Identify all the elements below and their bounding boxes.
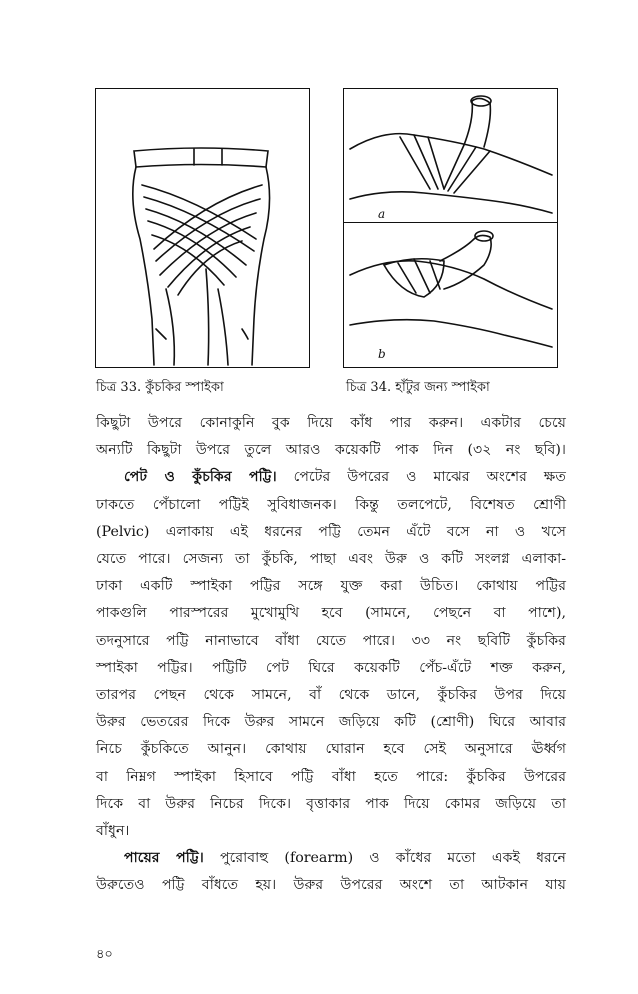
knee-spica-illustration xyxy=(344,89,557,367)
text-line: বা নিম্নগ স্পাইকা হিসাবে পট্টি বাঁধা হতে পারে: কুঁচকির উপরের xyxy=(96,768,566,785)
text-line: তারপর পেছন থেকে সামনে, বাঁ থেকে ডানে, কুঁচকির উপর দিয়ে xyxy=(96,687,566,704)
panel-divider xyxy=(344,222,557,223)
text-line: পেটের উপরের ও মাঝের অংশের ক্ষত xyxy=(293,469,567,486)
figure-33-groin-spica xyxy=(95,88,310,368)
text-line: নিচে কুঁচকিতে আনুন। কোথায় ঘোরান হবে সেই অনুসারে ঊর্ধ্বগ xyxy=(96,741,566,758)
text-line: দিকে বা উরুর নিচের দিকে। বৃত্তাকার পাক দিয়ে কোমর জড়িয়ে তা xyxy=(96,795,566,812)
text-line: অন্যটি কিছুটা উপরে তুলে আরও কয়েকটি পাক দিন (৩২ নং ছবি)। xyxy=(96,442,566,459)
text-line: ঢাকতে পেঁচালো পট্টিই সুবিধাজনক। কিন্তু তলপেটে, বিশেষত শ্রোণী xyxy=(96,496,566,513)
panel-b-label: b xyxy=(378,347,386,361)
text-line: যেতে পারে। সেজন্য তা কুঁচকি, পাছা এবং উরু ও কটি সংলগ্ন এলাকা- xyxy=(96,551,566,568)
page-number: ৪০ xyxy=(96,947,113,962)
text-line: তদনুসারে পট্টি নানাভাবে বাঁধা যেতে পারে। ৩৩ নং ছবিটি কুঁচকির xyxy=(96,632,566,649)
text-line: ঢাকা একটি স্পাইকা পট্টির সঙ্গে যুক্ত করা উচিত। কোথায় পট্টির xyxy=(96,578,566,595)
text-line: পাকগুলি পারস্পরের মুখোমুখি হবে (সামনে, পেছনে বা পাশে), xyxy=(96,605,566,622)
figure-34-knee-spica xyxy=(343,88,558,368)
text-line: উরুতেও পট্টি বাঁধতে হয়। উরুর উপরের অংশে তা আটকান যায় xyxy=(96,877,566,894)
figure-33-caption: চিত্র 33. কুঁচকির স্পাইকা xyxy=(96,380,224,395)
text-line: স্পাইকা পট্টির। পট্টিটি পেট ঘিরে কয়েকটি পেঁচ-এঁটে শক্ত করুন, xyxy=(96,659,566,676)
text-line: বাঁধুন। xyxy=(96,823,130,840)
panel-a-label: a xyxy=(378,207,386,221)
text-line: পুরোবাহু (forearm) ও কাঁধের মতো একই ধরনে xyxy=(219,850,566,867)
section-heading: পেট ও কুঁচকির পট্টি। xyxy=(124,469,277,486)
groin-spica-illustration xyxy=(96,89,309,367)
section-heading-line xyxy=(96,845,566,872)
figure-34-caption: চিত্র 34. হাঁটুর জন্য স্পাইকা xyxy=(346,380,490,395)
section-heading: পায়ের পট্টি। xyxy=(124,850,204,867)
body-text xyxy=(96,410,566,900)
text-line: কিছুটা উপরে কোনাকুনি বুক দিয়ে কাঁধ পার করুন। একটার চেয়ে xyxy=(96,415,567,431)
text-line: উরুর ভেতরের দিকে উরুর সামনে জড়িয়ে কটি (শ্রোণী) ঘিরে আবার xyxy=(96,714,566,731)
section-heading-line xyxy=(96,464,566,491)
text-line: (Pelvic) এলাকায় এই ধরনের পট্টি তেমন এঁটে বসে না ও খসে xyxy=(96,523,566,540)
